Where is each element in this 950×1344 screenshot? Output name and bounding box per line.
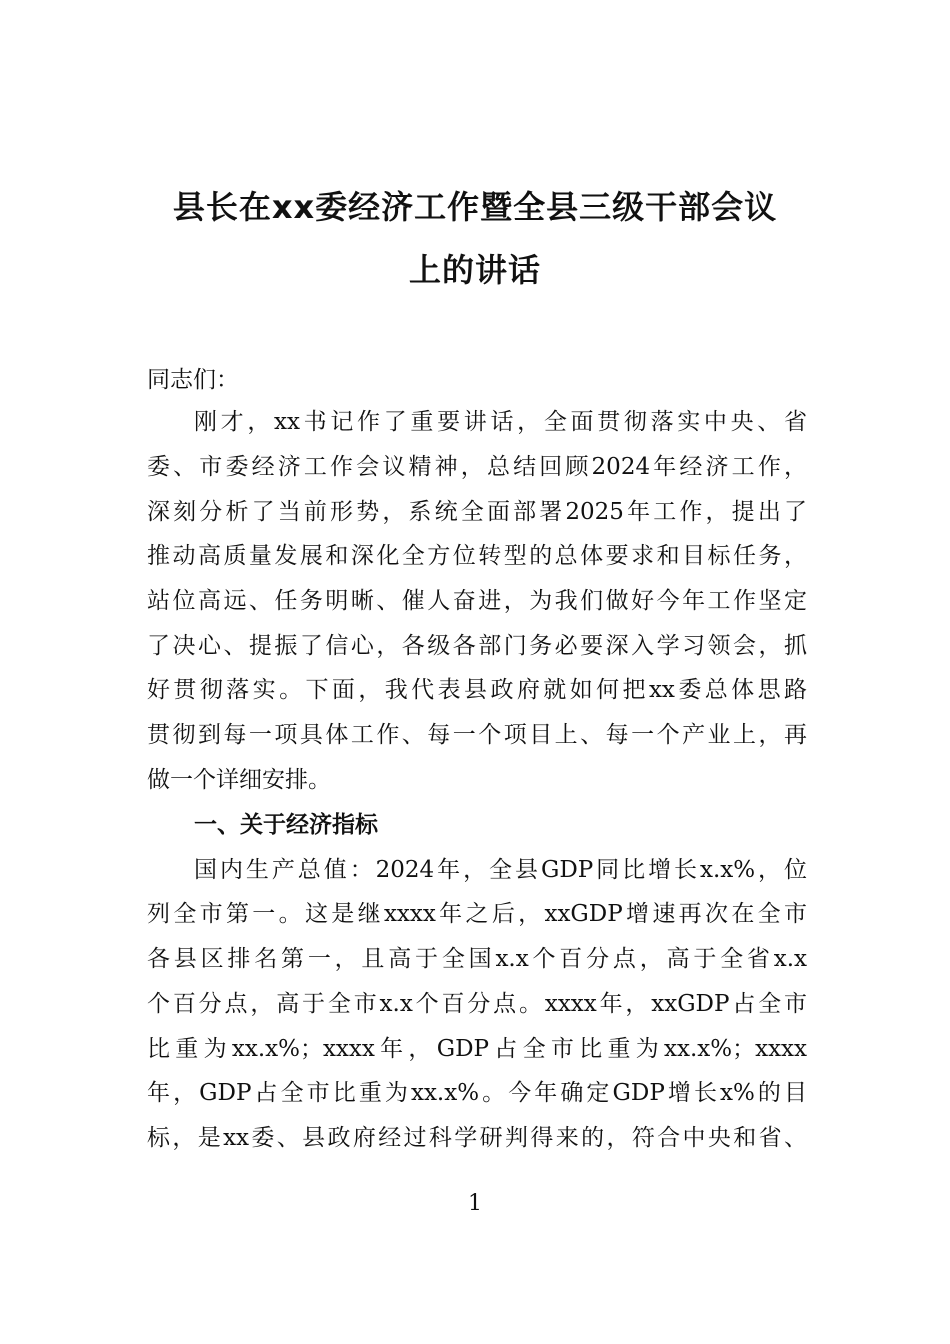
section-heading: 一、关于经济指标 [194, 812, 378, 838]
paragraph-1-line: 深刻分析了当前形势，系统全面部署2025年工作，提出了 [147, 499, 807, 525]
document-title-line-2: 上的讲话 [408, 251, 541, 289]
paragraph-1-line: 做一个详细安排。 [147, 767, 331, 793]
paragraph-1-line: 推动高质量发展和深化全方位转型的总体要求和目标任务， [147, 543, 807, 569]
paragraph-1-line: 了决心、提振了信心，各级各部门务必要深入学习领会，抓 [147, 633, 807, 659]
paragraph-2-line: 标，是xx委、县政府经过科学研判得来的，符合中央和省、 [147, 1125, 807, 1151]
paragraph-2-line: 列全市第一。这是继xxxx年之后，xxGDP增速再次在全市 [147, 901, 807, 927]
paragraph-2-line: 国内生产总值：2024年，全县GDP同比增长x.x%，位 [194, 857, 807, 883]
paragraph-1-line: 好贯彻落实。下面，我代表县政府就如何把xx委总体思路 [147, 677, 807, 703]
paragraph-1-line: 刚才，xx书记作了重要讲话，全面贯彻落实中央、省 [194, 409, 807, 435]
paragraph-2-line: 年，GDP占全市比重为xx.x%。今年确定GDP增长x%的目 [147, 1080, 807, 1106]
salutation: 同志们： [147, 367, 239, 393]
page-number: 1 [468, 1191, 482, 1216]
paragraph-2-line: 个百分点，高于全市x.x个百分点。xxxx年，xxGDP占全市 [147, 991, 807, 1017]
paragraph-2-line: 比重为xx.x%；xxxx年，GDP占全市比重为xx.x%；xxxx [147, 1036, 807, 1062]
document-title-line-1: 县长在xx委经济工作暨全县三级干部会议 [172, 188, 778, 226]
paragraph-1-line: 委、市委经济工作会议精神，总结回顾2024年经济工作， [147, 454, 807, 480]
paragraph-1-line: 站位高远、任务明晰、催人奋进，为我们做好今年工作坚定 [147, 588, 807, 614]
paragraph-2-line: 各县区排名第一，且高于全国x.x个百分点，高于全省x.x [147, 946, 807, 972]
paragraph-1-line: 贯彻到每一项具体工作、每一个项目上、每一个产业上，再 [147, 722, 807, 748]
